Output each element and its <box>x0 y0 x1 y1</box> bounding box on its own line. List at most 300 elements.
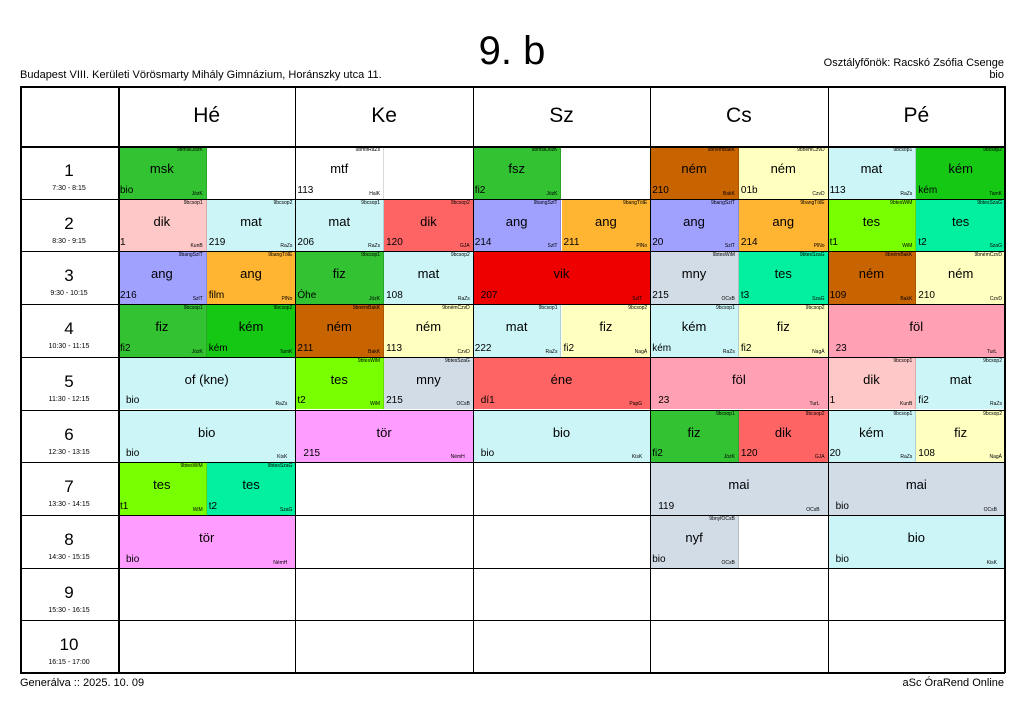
lesson-card[interactable] <box>828 146 917 199</box>
grid-line <box>20 251 1005 252</box>
lesson-room: 219 <box>208 237 226 249</box>
day-header: Hé <box>193 104 221 127</box>
lesson-room: t1 <box>120 500 129 512</box>
lesson-subject: ang <box>594 213 617 229</box>
period-number: 6 <box>64 424 74 444</box>
lesson-room: t3 <box>740 290 750 302</box>
lesson-room: bio <box>835 553 849 565</box>
grid-line <box>20 86 1005 88</box>
lesson-group: 9bcsop1 <box>538 305 558 312</box>
lesson-subject: ang <box>240 266 262 282</box>
lesson-teacher: RaZs <box>900 454 913 461</box>
lesson-teacher: RaZs <box>280 243 293 250</box>
lesson-teacher: SzlT <box>547 243 558 250</box>
lesson-group: 9bnémBakK <box>707 147 735 153</box>
lesson-teacher: SzaG <box>812 296 825 303</box>
lesson-teacher: OCsB <box>983 506 997 513</box>
lesson-room: 120 <box>740 448 758 460</box>
lesson-teacher: KisK <box>277 454 288 461</box>
timetable-grid <box>20 86 1005 673</box>
lesson-card[interactable] <box>828 410 917 463</box>
lesson-group: 9bcsop1 <box>893 147 913 153</box>
lesson-teacher: SzlT <box>192 296 203 303</box>
lesson-room: 222 <box>474 342 492 354</box>
period-time: 13:30 - 14:15 <box>48 501 90 509</box>
period-number: 8 <box>64 529 74 549</box>
lesson-room: kém <box>652 342 672 354</box>
lesson-card[interactable] <box>118 146 207 199</box>
lesson-room: 210 <box>918 290 935 302</box>
lesson-card[interactable] <box>384 199 473 252</box>
period-time: 12:30 - 13:15 <box>48 448 90 456</box>
lesson-room: bio <box>126 395 140 407</box>
lesson-group: 9bangTölE <box>800 199 825 206</box>
lesson-group: 9bangSzlT <box>178 252 203 259</box>
lesson-card[interactable] <box>384 251 473 304</box>
page-title: 9. b <box>478 29 546 73</box>
lesson-group: 9bcsop2 <box>450 199 470 206</box>
lesson-subject: mat <box>328 213 351 229</box>
lesson-room: 113 <box>386 342 403 354</box>
head-teacher-subject: bio <box>989 69 1004 81</box>
lesson-subject: fiz <box>599 319 613 335</box>
lesson-teacher: HalK <box>369 190 381 197</box>
lesson-teacher: WiM <box>192 506 203 513</box>
lesson-card[interactable] <box>650 304 739 357</box>
lesson-card[interactable] <box>473 357 650 410</box>
lesson-subject: tes <box>951 213 970 229</box>
period-time: 11:30 - 12:15 <box>48 395 90 403</box>
lesson-group: 9bcsop2 <box>450 252 470 259</box>
period-time: 8:30 - 9:15 <box>52 237 86 245</box>
lesson-group: 9bnémBakK <box>885 252 913 259</box>
lesson-card[interactable] <box>650 251 739 304</box>
lesson-subject: ang <box>683 213 705 229</box>
lesson-room: 1 <box>120 237 126 249</box>
grid-line <box>20 672 1005 674</box>
lesson-subject: ném <box>770 161 796 176</box>
lesson-subject: mat <box>240 213 262 229</box>
lesson-room: 108 <box>386 290 403 302</box>
lesson-room: kém <box>918 184 938 196</box>
period-time: 16:15 - 17:00 <box>48 659 90 667</box>
period-number: 7 <box>64 477 74 497</box>
grid-line <box>20 462 1005 463</box>
lesson-room: 23 <box>835 342 847 354</box>
lesson-group: 9bcsop2 <box>983 147 1002 153</box>
lesson-teacher: TamK <box>279 348 293 355</box>
lesson-group: 9bcsop2 <box>628 305 648 312</box>
lesson-room: 215 <box>303 448 321 460</box>
lesson-card[interactable] <box>118 199 207 252</box>
lesson-subject: ném <box>415 319 442 335</box>
lesson-group: 9bcsop2 <box>273 199 293 206</box>
lesson-card[interactable] <box>473 304 562 357</box>
lesson-teacher: KisK <box>986 559 997 566</box>
lesson-teacher: GJA <box>814 454 825 461</box>
lesson-room: t2 <box>208 500 218 512</box>
lesson-subject: fiz <box>776 319 790 335</box>
lesson-room: 216 <box>120 290 137 302</box>
lesson-teacher: JózK <box>546 190 558 197</box>
lesson-room: Óhe <box>297 290 317 302</box>
grid-line <box>295 86 296 673</box>
grid-line <box>20 304 1005 305</box>
lesson-subject: föl <box>909 319 924 335</box>
day-header: Pé <box>903 104 930 127</box>
lesson-card[interactable] <box>295 304 384 357</box>
lesson-teacher: CzvD <box>812 190 825 197</box>
lesson-subject: tes <box>862 213 881 229</box>
lesson-room: t2 <box>918 237 927 249</box>
lesson-group: 9bcsop1 <box>361 199 381 206</box>
lesson-card[interactable] <box>916 410 1005 463</box>
lesson-room: t2 <box>297 395 306 407</box>
grid-line <box>20 146 1005 148</box>
lesson-room: bio <box>480 448 495 460</box>
lesson-card[interactable] <box>118 462 207 515</box>
lesson-card[interactable] <box>916 251 1005 304</box>
lesson-room: 113 <box>297 184 314 196</box>
day-header: Cs <box>726 104 752 127</box>
lesson-teacher: NagÁ <box>634 348 648 355</box>
period-number: 9 <box>64 582 74 602</box>
lesson-subject: kém <box>238 319 264 335</box>
lesson-teacher: NagÁ <box>812 348 825 355</box>
lesson-subject: fiz <box>155 319 169 335</box>
lesson-teacher: SzaG <box>279 506 293 513</box>
lesson-teacher: NagÁ <box>989 454 1002 461</box>
lesson-card[interactable] <box>650 146 739 199</box>
lesson-teacher: JózK <box>191 190 203 197</box>
lesson-subject: tes <box>774 266 792 282</box>
lesson-room: dí1 <box>480 395 495 407</box>
lesson-room: fi2 <box>120 342 131 354</box>
day-header: Ke <box>371 104 397 127</box>
lesson-card[interactable] <box>295 410 472 463</box>
lesson-card[interactable] <box>473 146 562 199</box>
period-time: 7:30 - 8:15 <box>52 185 86 192</box>
lesson-card[interactable] <box>562 199 651 252</box>
lesson-group: 9bcsop1 <box>183 199 203 206</box>
lesson-subject: ném <box>326 319 352 335</box>
lesson-subject: bio <box>907 529 925 545</box>
lesson-subject: tes <box>153 477 171 493</box>
lesson-teacher: OCsB <box>456 401 470 408</box>
lesson-teacher: KisK <box>631 454 643 461</box>
lesson-room: 206 <box>297 237 315 249</box>
lesson-subject: dik <box>420 213 437 229</box>
lesson-card[interactable] <box>828 251 917 304</box>
lesson-card[interactable] <box>384 304 473 357</box>
lesson-teacher: KunB <box>190 243 203 250</box>
lesson-room: 109 <box>829 290 847 302</box>
lesson-teacher: JózK <box>191 348 203 355</box>
lesson-group: 9bangSzlT <box>533 199 558 206</box>
lesson-card[interactable] <box>562 304 651 357</box>
lesson-room: 108 <box>918 448 935 460</box>
lesson-card[interactable] <box>828 515 1005 568</box>
lesson-group: 9btesWiM <box>712 252 735 259</box>
lesson-group: 9bcsop1 <box>715 410 735 417</box>
lesson-room: 210 <box>652 184 669 196</box>
lesson-subject: nyf <box>685 529 703 545</box>
lesson-subject: kém <box>948 161 973 176</box>
lesson-card[interactable] <box>207 251 296 304</box>
lesson-room: bio <box>126 448 140 460</box>
lesson-group: 9btesSzaG <box>799 252 825 259</box>
lesson-teacher: RaZs <box>275 401 288 408</box>
lesson-subject: mtf <box>330 161 349 176</box>
lesson-subject: tör <box>376 424 392 440</box>
period-number: 3 <box>64 266 74 286</box>
lesson-card[interactable] <box>739 304 828 357</box>
lesson-teacher: PlNo <box>813 243 825 250</box>
lesson-teacher: OCsB <box>721 559 735 566</box>
lesson-card[interactable] <box>650 410 739 463</box>
lesson-teacher: TamK <box>989 190 1002 197</box>
lesson-room: 211 <box>563 237 580 249</box>
lesson-subject: kém <box>859 424 884 440</box>
lesson-subject: tör <box>199 529 215 545</box>
lesson-card[interactable] <box>916 357 1005 410</box>
lesson-card[interactable] <box>207 199 296 252</box>
lesson-card[interactable] <box>118 304 207 357</box>
lesson-subject: ném <box>681 161 707 176</box>
lesson-subject: éne <box>550 371 573 387</box>
generated-date: Generálva :: 2025. 10. 09 <box>20 677 145 689</box>
lesson-group: 9btesWiM <box>357 357 381 364</box>
period-time: 14:30 - 15:15 <box>48 553 90 561</box>
lesson-teacher: CzvD <box>989 296 1002 303</box>
lesson-subject: tes <box>242 477 260 493</box>
lesson-subject: fiz <box>332 266 346 282</box>
lesson-subject: ném <box>947 266 974 282</box>
lesson-card[interactable] <box>473 251 650 304</box>
lesson-subject: mny <box>416 371 441 387</box>
lesson-teacher: SzlT <box>724 243 735 250</box>
grid-line <box>20 568 1005 569</box>
lesson-subject: bio <box>552 424 571 440</box>
grid-line <box>20 86 22 673</box>
lesson-card[interactable] <box>295 146 384 199</box>
lesson-group: 9bcsop1 <box>361 252 381 259</box>
grid-line <box>118 86 120 673</box>
lesson-group: 9btesWiM <box>890 199 913 206</box>
lesson-subject: tes <box>330 371 348 387</box>
lesson-teacher: PlNo <box>636 243 648 250</box>
lesson-teacher: RaZs <box>900 190 913 197</box>
lesson-card[interactable] <box>916 146 1005 199</box>
lesson-room: t1 <box>829 237 838 249</box>
period-number: 5 <box>64 371 74 391</box>
lesson-group: 9bcsop2 <box>805 410 825 417</box>
period-time: 10:30 - 11:15 <box>48 343 90 351</box>
lesson-subject: dik <box>774 424 792 440</box>
lesson-group: 9btesSzaG <box>267 463 293 470</box>
lesson-group: 9btesSzaG <box>977 199 1002 206</box>
period-number: 10 <box>59 635 79 655</box>
lesson-room: 1 <box>829 395 836 407</box>
lesson-teacher: RaZs <box>368 243 381 250</box>
lesson-teacher: CzvD <box>457 348 470 355</box>
lesson-room: bio <box>835 500 849 512</box>
lesson-group: 9bcsop1 <box>893 357 913 364</box>
lesson-room: 214 <box>740 237 758 249</box>
lesson-teacher: OCsB <box>721 296 735 303</box>
lesson-card[interactable] <box>118 410 295 463</box>
lesson-teacher: OCsB <box>806 506 820 513</box>
lesson-teacher: NémH <box>273 559 288 566</box>
grid-line <box>20 410 1005 411</box>
lesson-group: 9bcsop2 <box>805 305 825 312</box>
lesson-subject: mai <box>905 477 927 493</box>
lesson-teacher: TurL <box>986 348 997 355</box>
lesson-subject: dik <box>153 213 171 229</box>
lesson-group: 9bnémBakK <box>352 305 381 312</box>
lesson-teacher: RaZs <box>722 348 735 355</box>
lesson-room: bio <box>120 184 134 196</box>
lesson-card[interactable] <box>118 357 295 410</box>
lesson-card[interactable] <box>295 251 384 304</box>
lesson-subject: ang <box>150 266 173 282</box>
lesson-card[interactable] <box>650 515 739 568</box>
lesson-card[interactable] <box>916 199 1005 252</box>
lesson-teacher: RaZs <box>990 401 1002 408</box>
lesson-subject: ang <box>772 213 795 229</box>
lesson-card[interactable] <box>739 146 828 199</box>
lesson-room: 20 <box>652 237 664 249</box>
lesson-room: 214 <box>474 237 492 249</box>
lesson-card[interactable] <box>118 251 207 304</box>
lesson-room: 01b <box>740 184 758 196</box>
lesson-subject: mat <box>505 319 528 335</box>
grid-line <box>20 620 1005 621</box>
lesson-subject: mny <box>681 266 707 282</box>
lesson-teacher: PlNo <box>281 296 293 303</box>
lesson-card[interactable] <box>739 199 828 252</box>
lesson-card[interactable] <box>828 462 1005 515</box>
lesson-card[interactable] <box>650 357 827 410</box>
lesson-group: 9bmskJózK <box>531 147 558 153</box>
lesson-subject: of (kne) <box>184 371 229 387</box>
lesson-room: bio <box>652 553 666 565</box>
lesson-group: 9bangTölE <box>268 252 293 259</box>
lesson-card[interactable] <box>384 357 473 410</box>
lesson-room: 119 <box>658 500 675 512</box>
lesson-group: 9bmskJózK <box>176 147 203 153</box>
lesson-group: 9bcsop1 <box>183 305 203 312</box>
lesson-card[interactable] <box>739 410 828 463</box>
lesson-subject: dik <box>863 371 880 387</box>
lesson-group: 9bmtfRaZs <box>355 147 381 153</box>
lesson-card[interactable] <box>650 199 739 252</box>
lesson-teacher: KunB <box>900 401 913 408</box>
lesson-room: 207 <box>480 290 498 302</box>
lesson-subject: ném <box>858 266 885 282</box>
lesson-group: 9btesSzaG <box>445 357 470 364</box>
lesson-subject: kém <box>681 319 707 335</box>
lesson-teacher: RaZs <box>545 348 558 355</box>
lesson-room: kém <box>208 342 228 354</box>
lesson-room: 211 <box>297 342 314 354</box>
lesson-teacher: SzaG <box>989 243 1002 250</box>
lesson-card[interactable] <box>828 199 917 252</box>
period-time: 9:30 - 10:15 <box>50 290 88 298</box>
grid-line <box>20 199 1005 200</box>
period-number: 4 <box>64 319 74 339</box>
day-header: Sz <box>549 104 574 127</box>
lesson-group: 9bnémCzvD <box>974 252 1002 259</box>
period-time: 15:30 - 16:15 <box>48 606 90 614</box>
lesson-subject: mat <box>860 161 883 176</box>
head-teacher: Osztályfőnök: Racskó Zsófia Csenge <box>823 57 1004 69</box>
lesson-subject: vik <box>553 266 570 282</box>
lesson-group: 9bnyfOCsB <box>709 515 735 522</box>
lesson-card[interactable] <box>118 515 295 568</box>
lesson-card[interactable] <box>207 304 296 357</box>
lesson-teacher: WiM <box>370 401 381 408</box>
lesson-subject: fiz <box>954 424 968 440</box>
lesson-room: 215 <box>652 290 669 302</box>
lesson-subject: föl <box>732 371 746 387</box>
lesson-card[interactable] <box>473 410 650 463</box>
grid-line <box>828 86 829 673</box>
lesson-card[interactable] <box>739 251 828 304</box>
lesson-subject: bio <box>198 424 216 440</box>
lesson-room: 215 <box>386 395 403 407</box>
lesson-group: 9bnémCzvD <box>797 147 825 153</box>
lesson-teacher: BakK <box>368 348 381 355</box>
grid-line <box>20 515 1005 516</box>
lesson-card[interactable] <box>473 199 562 252</box>
lesson-teacher: GJA <box>460 243 470 250</box>
lesson-group: 9bcsop2 <box>983 357 1002 364</box>
lesson-card[interactable] <box>295 199 384 252</box>
lesson-teacher: WiM <box>902 243 913 250</box>
school-name: Budapest VIII. Kerületi Vörösmarty Mihály Gimnázium, Horánszky utca 11. <box>20 69 382 81</box>
lesson-card[interactable] <box>828 357 917 410</box>
lesson-card[interactable] <box>295 357 384 410</box>
lesson-teacher: JózK <box>368 296 381 303</box>
lesson-room: fi2 <box>474 184 486 196</box>
lesson-subject: fsz <box>508 161 525 176</box>
lesson-teacher: JózK <box>723 454 735 461</box>
brand-label: aSc ÓraRend Online <box>902 677 1004 689</box>
grid-line <box>473 86 474 673</box>
lesson-room: fi2 <box>918 395 929 407</box>
lesson-room: fi2 <box>652 448 663 460</box>
lesson-room: 20 <box>829 448 841 460</box>
grid-line <box>650 86 651 673</box>
lesson-group: 9bnémCzvD <box>442 305 470 312</box>
period-number: 1 <box>64 161 74 180</box>
lesson-subject: mai <box>728 477 750 493</box>
lesson-card[interactable] <box>828 304 1005 357</box>
lesson-card[interactable] <box>207 462 296 515</box>
lesson-teacher: BakK <box>722 190 735 197</box>
lesson-group: 9bangSzlT <box>710 199 735 206</box>
lesson-room: bio <box>126 553 140 565</box>
lesson-teacher: NémH <box>450 454 465 461</box>
grid-line <box>20 357 1005 358</box>
lesson-subject: mat <box>949 371 972 387</box>
lesson-group: 9bcsop1 <box>893 410 913 417</box>
lesson-teacher: TurL <box>809 401 820 408</box>
lesson-group: 9bcsop2 <box>983 410 1002 417</box>
lesson-card[interactable] <box>650 462 827 515</box>
lesson-room: 113 <box>829 184 846 196</box>
